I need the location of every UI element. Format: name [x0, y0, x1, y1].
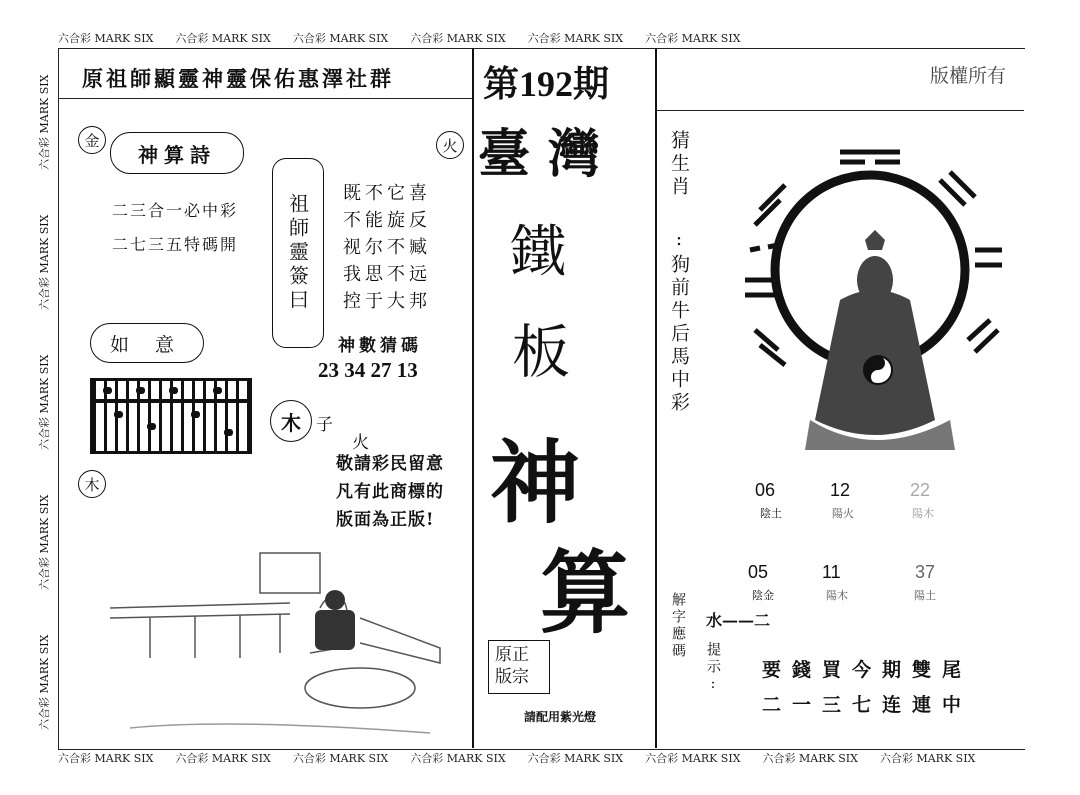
jiezi-label: 解字應碼: [670, 592, 686, 660]
oracle-line: 控于大邦: [343, 291, 431, 312]
water-line: 水——二: [706, 611, 771, 630]
oracle-line: 我思不远: [343, 264, 431, 285]
notice-line: 版面為正版!: [336, 510, 435, 530]
number-element: 陽木: [826, 589, 848, 602]
issue-number: 第192期: [483, 64, 610, 104]
poem-line-2: 二七三五特碼開: [112, 235, 239, 254]
poem-title: 神算詩: [110, 132, 244, 174]
number-element: 陽土: [914, 589, 936, 602]
oracle-label: 祖師靈簽曰: [272, 158, 324, 348]
number-element: 陽木: [912, 507, 934, 520]
divider-right: [655, 48, 657, 748]
zodiac-label: 猜生肖: [668, 130, 690, 199]
bagua-deity-image: [740, 130, 1010, 470]
oracle-line: 既不它喜: [343, 183, 431, 204]
gold-element-badge: 金: [78, 126, 106, 154]
number-item: 05: [748, 562, 769, 582]
tip-line-2: 二一三七连連中: [762, 694, 973, 716]
oracle-line: 不能旋反: [343, 210, 431, 231]
notice-line: 敬請彩民留意: [336, 454, 444, 474]
number-element: 陽火: [832, 507, 854, 520]
number-element: 陰金: [752, 589, 774, 602]
number-item: 12: [830, 480, 851, 500]
number-element: 陰土: [760, 507, 782, 520]
stamp-line: 原正: [495, 645, 529, 665]
divider-left: [472, 48, 474, 748]
wood-element-badge: 木: [78, 470, 106, 498]
guess-label: 神數猜碼: [338, 336, 422, 356]
poem-line-1: 二三合一必中彩: [112, 201, 239, 220]
header-rule-left: [58, 98, 472, 99]
notice: [336, 450, 444, 534]
number-item: 06: [755, 480, 776, 500]
number-item: 37: [915, 562, 936, 582]
stamp-line: 版宗: [495, 667, 529, 687]
wood-element-badge-large: 木: [270, 400, 312, 442]
title-taiwan: 臺 灣: [478, 124, 601, 185]
abacus-image: [90, 378, 252, 454]
bottom-note: 請配用紫光燈: [524, 710, 597, 724]
tip-line-1: 要錢買今期雙尾: [762, 659, 973, 681]
top-right-text: 版權所有: [930, 65, 1007, 87]
watermark-left: 六合彩 MARK SIX 六合彩 MARK SIX 六合彩 MARK SIX 六合彩 MARK SIX 六合彩 MARK SIX: [38, 74, 51, 730]
number-item: 22: [910, 480, 931, 500]
title-ban: 板: [512, 318, 571, 386]
watermark-top: 六合彩 MARK SIX 六合彩 MARK SIX 六合彩 MARK SIX 六合彩 MARK SIX 六合彩 MARK SIX 六合彩 MARK SIX: [58, 32, 741, 45]
header-rule-right: [655, 110, 1024, 111]
title-tie: 鐵: [510, 220, 566, 285]
header-left: 原祖師顯靈神靈保佑惠澤社群: [82, 66, 394, 91]
zodiac-text: :狗前牛后馬中彩: [668, 228, 690, 415]
fire-element-badge: 火: [436, 131, 464, 159]
huo-text: 火: [352, 433, 369, 453]
tishi-label: 提示:: [705, 642, 721, 695]
guess-numbers: 23 34 27 13: [318, 358, 418, 382]
notice-line: 凡有此商標的: [336, 482, 444, 502]
sketch-scene-image: [110, 548, 450, 738]
oracle-line: 视尔不臧: [343, 237, 431, 258]
watermark-bottom: 六合彩 MARK SIX 六合彩 MARK SIX 六合彩 MARK SIX 六合彩 MARK SIX 六合彩 MARK SIX 六合彩 MARK SIX 六合彩 MARK SIX 六合彩 MARK SIX: [58, 752, 976, 765]
title-suan: 算: [540, 540, 630, 646]
title-shen: 神: [490, 430, 580, 536]
oracle-lines: [343, 180, 431, 315]
number-item: 11: [822, 562, 841, 582]
ruyi-label: 如 意: [90, 323, 204, 363]
zi-text: 子: [316, 415, 333, 435]
authentic-stamp: [488, 640, 550, 694]
